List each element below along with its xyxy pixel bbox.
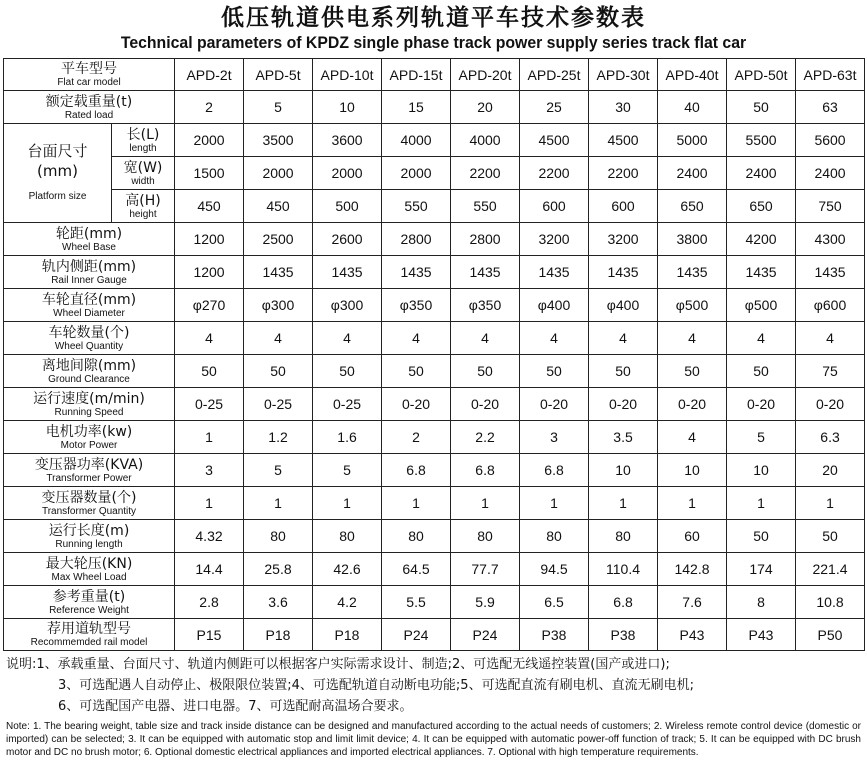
value-cell: 4: [727, 322, 796, 355]
value-cell: P38: [520, 619, 589, 651]
value-cell: 4000: [382, 124, 451, 157]
value-cell: 450: [175, 190, 244, 223]
value-cell: φ300: [244, 289, 313, 322]
value-cell: 3200: [589, 223, 658, 256]
label-cn: 宽(W): [123, 159, 163, 176]
value-cell: 1435: [658, 256, 727, 289]
value-cell: 550: [451, 190, 520, 223]
value-cell: P24: [451, 619, 520, 651]
label-cn: 车轮直径(mm): [41, 291, 137, 308]
row-label: [4, 619, 175, 651]
table-row: [4, 421, 865, 454]
label-en: Flat car model: [57, 77, 121, 88]
table-row: [4, 553, 865, 586]
note-cn-line-2: 3、可选配遇人自动停止、极限限位装置;4、可选配轨道自动断电功能;5、可选配直流有刷电机、直流无刷电机;: [58, 678, 694, 693]
value-cell: 6.8: [520, 454, 589, 487]
label-cn: 最大轮压(KN): [45, 555, 133, 572]
value-cell: 60: [658, 520, 727, 553]
table-row: [4, 619, 865, 651]
value-cell: 750: [796, 190, 865, 223]
label-cn: 平车型号: [61, 61, 117, 77]
label-cn: 高(H): [125, 192, 161, 209]
value-cell: 4: [796, 322, 865, 355]
label-en: Recommemded rail model: [30, 637, 148, 648]
value-cell: 50: [244, 355, 313, 388]
value-cell: φ270: [175, 289, 244, 322]
value-cell: 5.9: [451, 586, 520, 619]
value-cell: 1435: [727, 256, 796, 289]
value-cell: 2: [382, 421, 451, 454]
value-cell: 3.5: [589, 421, 658, 454]
value-cell: P24: [382, 619, 451, 651]
row-label: [4, 421, 175, 454]
value-cell: 0-25: [175, 388, 244, 421]
title-english: Technical parameters of KPDZ single phase track power supply series track flat car: [120, 33, 747, 52]
value-cell: φ500: [658, 289, 727, 322]
value-cell: 2800: [382, 223, 451, 256]
value-cell: 0-20: [727, 388, 796, 421]
value-cell: 2000: [313, 157, 382, 190]
value-cell: APD-40t: [658, 59, 727, 91]
value-cell: 80: [520, 520, 589, 553]
value-cell: 1200: [175, 223, 244, 256]
value-cell: 600: [520, 190, 589, 223]
table-body: [4, 59, 865, 651]
row-label: [4, 223, 175, 256]
value-cell: 2.8: [175, 586, 244, 619]
table-row: [4, 355, 865, 388]
value-cell: 1: [382, 487, 451, 520]
value-cell: 8: [727, 586, 796, 619]
value-cell: φ400: [589, 289, 658, 322]
value-cell: 450: [244, 190, 313, 223]
value-cell: 63: [796, 91, 865, 124]
value-cell: 1500: [175, 157, 244, 190]
platform-size-label: [4, 124, 112, 223]
value-cell: 10: [727, 454, 796, 487]
value-cell: 50: [451, 355, 520, 388]
value-cell: 2: [175, 91, 244, 124]
value-cell: 5.5: [382, 586, 451, 619]
value-cell: 1: [451, 487, 520, 520]
row-label-sub: [112, 190, 175, 223]
value-cell: 1435: [520, 256, 589, 289]
value-cell: 10.8: [796, 586, 865, 619]
value-cell: P15: [175, 619, 244, 651]
value-cell: 75: [796, 355, 865, 388]
value-cell: 2600: [313, 223, 382, 256]
value-cell: APD-30t: [589, 59, 658, 91]
value-cell: 80: [589, 520, 658, 553]
parameter-table: [3, 58, 865, 651]
table-row: [4, 190, 865, 223]
value-cell: 1: [244, 487, 313, 520]
value-cell: 50: [658, 355, 727, 388]
value-cell: 2000: [175, 124, 244, 157]
value-cell: 0-20: [520, 388, 589, 421]
row-label: [4, 487, 175, 520]
notes-section: [6, 654, 861, 759]
value-cell: 7.6: [658, 586, 727, 619]
title-chinese: 低压轨道供电系列轨道平车技术参数表: [221, 5, 646, 31]
value-cell: APD-10t: [313, 59, 382, 91]
value-cell: 2000: [382, 157, 451, 190]
value-cell: 1: [313, 487, 382, 520]
value-cell: 500: [313, 190, 382, 223]
platform-en: Platform size: [28, 191, 87, 202]
table-row: [4, 124, 865, 157]
value-cell: 50: [313, 355, 382, 388]
value-cell: φ300: [313, 289, 382, 322]
value-cell: 1435: [313, 256, 382, 289]
value-cell: 1: [796, 487, 865, 520]
value-cell: 2.2: [451, 421, 520, 454]
label-en: Wheel Diameter: [53, 307, 125, 319]
value-cell: 15: [382, 91, 451, 124]
value-cell: 4200: [727, 223, 796, 256]
row-label: [4, 388, 175, 421]
value-cell: APD-25t: [520, 59, 589, 91]
label-en: Wheel Base: [62, 241, 116, 253]
value-cell: APD-20t: [451, 59, 520, 91]
row-label: [4, 322, 175, 355]
value-cell: P43: [658, 619, 727, 651]
value-cell: 6.8: [382, 454, 451, 487]
value-cell: 1: [175, 487, 244, 520]
value-cell: 5000: [658, 124, 727, 157]
value-cell: 0-20: [382, 388, 451, 421]
value-cell: 50: [589, 355, 658, 388]
table-row: [4, 91, 865, 124]
value-cell: 2200: [520, 157, 589, 190]
value-cell: 14.4: [175, 553, 244, 586]
value-cell: 80: [313, 520, 382, 553]
value-cell: 1435: [796, 256, 865, 289]
value-cell: 2200: [451, 157, 520, 190]
row-label: [4, 256, 175, 289]
row-label-header: [4, 59, 175, 91]
value-cell: 5: [727, 421, 796, 454]
value-cell: 2400: [658, 157, 727, 190]
header-row: [4, 59, 865, 91]
value-cell: 2800: [451, 223, 520, 256]
value-cell: 2400: [727, 157, 796, 190]
value-cell: 2200: [589, 157, 658, 190]
note-cn-line-3: 6、可选配国产电器、进口电器。7、可选配耐高温场合要求。: [58, 699, 413, 714]
value-cell: 4: [658, 421, 727, 454]
value-cell: 4300: [796, 223, 865, 256]
row-label: [4, 520, 175, 553]
label-cn: 车轮数量(个): [48, 324, 130, 341]
value-cell: 64.5: [382, 553, 451, 586]
value-cell: 1435: [451, 256, 520, 289]
value-cell: 50: [727, 520, 796, 553]
label-en: Ground Clearance: [48, 373, 130, 385]
value-cell: 1.2: [244, 421, 313, 454]
value-cell: 650: [727, 190, 796, 223]
value-cell: 1435: [244, 256, 313, 289]
label-en: Reference Weight: [49, 604, 129, 616]
label-en: height: [129, 208, 157, 220]
label-en: Wheel Quantity: [54, 340, 124, 352]
value-cell: 1: [520, 487, 589, 520]
value-cell: APD-63t: [796, 59, 865, 91]
value-cell: 0-20: [658, 388, 727, 421]
value-cell: φ350: [451, 289, 520, 322]
value-cell: 20: [796, 454, 865, 487]
label-en: Max Wheel Load: [51, 571, 127, 583]
value-cell: 650: [658, 190, 727, 223]
value-cell: φ600: [796, 289, 865, 322]
value-cell: 3200: [520, 223, 589, 256]
row-label: [4, 355, 175, 388]
value-cell: 110.4: [589, 553, 658, 586]
label-cn: 变压器数量(个): [41, 489, 137, 506]
value-cell: 50: [382, 355, 451, 388]
value-cell: 25.8: [244, 553, 313, 586]
value-cell: 2000: [244, 157, 313, 190]
value-cell: 2400: [796, 157, 865, 190]
row-label: [4, 289, 175, 322]
value-cell: 4500: [520, 124, 589, 157]
value-cell: 5: [244, 454, 313, 487]
value-cell: 50: [727, 91, 796, 124]
value-cell: 4.32: [175, 520, 244, 553]
value-cell: 10: [313, 91, 382, 124]
note-cn-line-1: 说明:1、承载重量、台面尺寸、轨道内侧距可以根据客户实际需求设计、制造;2、可选配无线遥控装置(国产或进口);: [6, 657, 670, 672]
value-cell: APD-15t: [382, 59, 451, 91]
value-cell: 50: [796, 520, 865, 553]
value-cell: 6.3: [796, 421, 865, 454]
value-cell: 3600: [313, 124, 382, 157]
table-row: [4, 520, 865, 553]
label-cn: 轮距(mm): [55, 225, 123, 242]
value-cell: 4: [313, 322, 382, 355]
value-cell: 4.2: [313, 586, 382, 619]
label-en: Rated load: [64, 109, 114, 121]
value-cell: 1200: [175, 256, 244, 289]
value-cell: 550: [382, 190, 451, 223]
value-cell: 1: [658, 487, 727, 520]
value-cell: 4000: [451, 124, 520, 157]
value-cell: 10: [589, 454, 658, 487]
label-cn: 变压器功率(KVA): [34, 456, 144, 473]
label-en: width: [131, 175, 155, 187]
label-cn: 荐用道轨型号: [47, 621, 131, 637]
value-cell: φ350: [382, 289, 451, 322]
label-en: Motor Power: [60, 439, 118, 451]
value-cell: 6.8: [451, 454, 520, 487]
note-english: Note: 1. The bearing weight, table size and track inside distance can be designed and manufactured according to the actual needs of customers; 2. Wireless remote control device (domestic or imported) can be selected; 3. It can be equipped with automatic stop and limit limit device; 4. It can be equipped with automatic power-off function of track; 5. It can be equipped with DC brush motor and DC no brush motor; 6. Optional domestic electrical appliances and imported electrical appliances. 7. Optional with high temperature requirements.: [6, 721, 861, 758]
value-cell: 20: [451, 91, 520, 124]
value-cell: φ400: [520, 289, 589, 322]
value-cell: 94.5: [520, 553, 589, 586]
value-cell: 80: [451, 520, 520, 553]
value-cell: 0-20: [796, 388, 865, 421]
value-cell: 5: [244, 91, 313, 124]
value-cell: 6.8: [589, 586, 658, 619]
value-cell: 221.4: [796, 553, 865, 586]
label-cn: 运行速度(m/min): [33, 390, 145, 407]
row-label-sub: [112, 124, 175, 157]
label-cn: 轨内侧距(mm): [41, 258, 137, 275]
value-cell: 0-20: [589, 388, 658, 421]
label-cn: 参考重量(t): [52, 588, 126, 605]
table-row: [4, 487, 865, 520]
label-en: Transformer Power: [46, 472, 132, 484]
table-row: [4, 586, 865, 619]
value-cell: 0-25: [313, 388, 382, 421]
table-row: [4, 157, 865, 190]
value-cell: 1435: [382, 256, 451, 289]
row-label: [4, 91, 175, 124]
value-cell: 25: [520, 91, 589, 124]
value-cell: 50: [520, 355, 589, 388]
table-row: [4, 256, 865, 289]
value-cell: P38: [589, 619, 658, 651]
table-row: [4, 388, 865, 421]
value-cell: 80: [244, 520, 313, 553]
value-cell: 0-20: [451, 388, 520, 421]
value-cell: 4: [244, 322, 313, 355]
value-cell: 4: [382, 322, 451, 355]
value-cell: 1.6: [313, 421, 382, 454]
value-cell: 2500: [244, 223, 313, 256]
value-cell: 6.5: [520, 586, 589, 619]
value-cell: 600: [589, 190, 658, 223]
row-label-sub: [112, 157, 175, 190]
value-cell: 80: [382, 520, 451, 553]
value-cell: 77.7: [451, 553, 520, 586]
value-cell: 0-25: [244, 388, 313, 421]
label-en: Running length: [55, 538, 123, 550]
table-row: [4, 454, 865, 487]
value-cell: 50: [175, 355, 244, 388]
label-cn: 长(L): [126, 126, 160, 143]
value-cell: 40: [658, 91, 727, 124]
value-cell: 3.6: [244, 586, 313, 619]
row-label: [4, 586, 175, 619]
value-cell: 3: [175, 454, 244, 487]
value-cell: 4: [520, 322, 589, 355]
value-cell: 1: [589, 487, 658, 520]
value-cell: 50: [727, 355, 796, 388]
value-cell: 1: [175, 421, 244, 454]
value-cell: P43: [727, 619, 796, 651]
value-cell: 4500: [589, 124, 658, 157]
value-cell: 1: [727, 487, 796, 520]
label-cn: 离地间隙(mm): [41, 357, 137, 374]
value-cell: APD-50t: [727, 59, 796, 91]
row-label: [4, 454, 175, 487]
value-cell: 4: [175, 322, 244, 355]
value-cell: 30: [589, 91, 658, 124]
table-row: [4, 322, 865, 355]
value-cell: 3500: [244, 124, 313, 157]
value-cell: 42.6: [313, 553, 382, 586]
label-cn: 电机功率(kw): [45, 423, 133, 440]
table-row: [4, 223, 865, 256]
value-cell: 4: [451, 322, 520, 355]
value-cell: APD-5t: [244, 59, 313, 91]
platform-cn-1: 台面尺寸: [27, 142, 88, 160]
value-cell: 5600: [796, 124, 865, 157]
table-row: [4, 289, 865, 322]
value-cell: 10: [658, 454, 727, 487]
platform-cn-2: (mm): [37, 162, 78, 180]
value-cell: 3: [520, 421, 589, 454]
value-cell: 5500: [727, 124, 796, 157]
value-cell: 142.8: [658, 553, 727, 586]
value-cell: APD-2t: [175, 59, 244, 91]
label-en: Transformer Quantity: [41, 505, 137, 517]
value-cell: 3800: [658, 223, 727, 256]
value-cell: 4: [589, 322, 658, 355]
value-cell: P50: [796, 619, 865, 651]
value-cell: 5: [313, 454, 382, 487]
value-cell: P18: [244, 619, 313, 651]
value-cell: P18: [313, 619, 382, 651]
value-cell: 174: [727, 553, 796, 586]
label-cn: 额定载重量(t): [45, 93, 133, 110]
row-label: [4, 553, 175, 586]
value-cell: 1435: [589, 256, 658, 289]
label-en: length: [129, 142, 157, 154]
label-en: Rail Inner Gauge: [51, 274, 127, 286]
label-en: Running Speed: [54, 406, 124, 418]
value-cell: φ500: [727, 289, 796, 322]
label-cn: 运行长度(m): [48, 522, 130, 539]
value-cell: 4: [658, 322, 727, 355]
